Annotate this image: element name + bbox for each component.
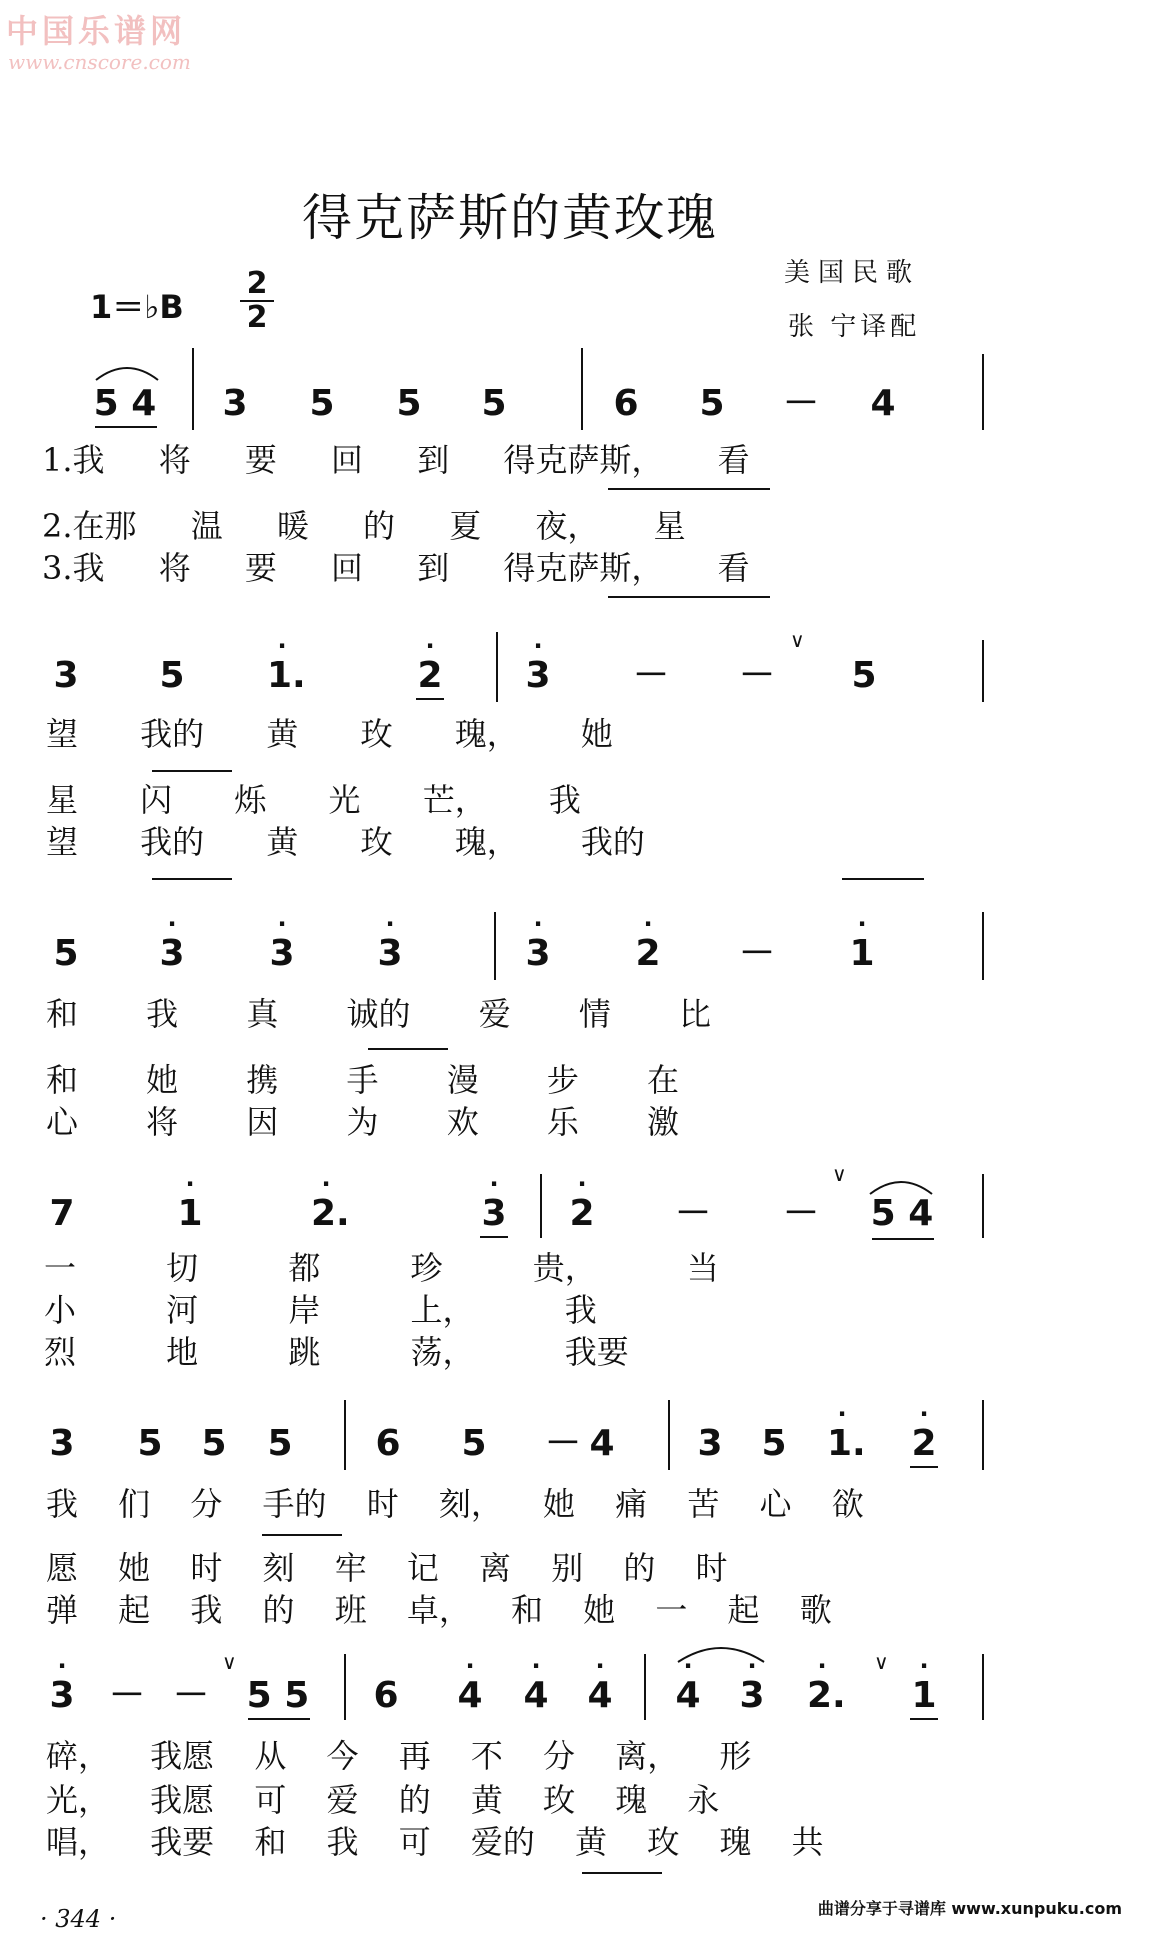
note-pair-5-5: 5 5 [246,1675,310,1716]
high-octave-dot: · [531,1652,541,1680]
slur-mark [92,360,162,382]
note: 3 [49,1423,75,1464]
note: · 3 [375,934,405,974]
breath-mark: ∨ [790,628,805,652]
high-octave-dot: · [425,632,435,660]
note: 6 [613,383,639,424]
high-octave-dot: · [277,910,287,938]
key-signature: 1＝♭B [90,288,184,326]
breath-mark: ∨ [874,1650,889,1674]
note: · 1 [175,1194,205,1234]
note: 5 [137,1423,163,1464]
dash: － [633,655,670,696]
note: 5 [201,1423,227,1464]
barline [668,1400,670,1470]
note: 5 [159,655,185,696]
lyric-verse-2: 和 她 携 手 漫 步 在 [46,1061,680,1099]
note: · 4 [585,1676,615,1716]
note: · 3 [267,934,297,974]
note: · 2 [909,1424,939,1464]
note: 3 [697,1423,723,1464]
high-octave-dot: · [57,1652,67,1680]
note: · 2 [415,656,445,696]
note: 7 [49,1193,75,1234]
note: 5 [851,655,877,696]
high-octave-dot: · [465,1652,475,1680]
high-octave-dot: · [577,1170,587,1198]
lyric-verse-3: 唱， 我要 和 我 可 爱的 黄 玫 瑰 共 [46,1823,824,1861]
barline [982,912,984,980]
note-pickup-5-4: 5 4 [870,1193,934,1234]
breath-mark: ∨ [832,1162,847,1186]
barline [192,348,194,430]
note-pickup-5-4: 5 4 [93,383,157,424]
note: 5 [309,383,335,424]
high-octave-dot: · [595,1652,605,1680]
note: · 3 [523,934,553,974]
lyric-verse-2: 2.在那 温 暖 的 夏 夜， 星 [42,507,686,545]
dash: － [783,1193,820,1234]
barline [982,1174,984,1238]
note: 6 [373,1675,399,1716]
barline [344,1400,346,1470]
note: 5 [699,383,725,424]
lyric-verse-1: 望 我的 黄 玫 瑰， 她 [46,715,613,753]
note: 4 [870,383,896,424]
dash: － [173,1675,210,1716]
barline [644,1654,646,1720]
lyric-underline [152,878,232,880]
high-octave-dot: · [817,1652,827,1680]
note: · 2. [311,1170,350,1234]
high-octave-dot: · [185,1170,195,1198]
beam-underline [95,426,157,428]
dash: － [675,1193,712,1234]
high-octave-dot: · [277,632,287,660]
note: · 3 [157,934,187,974]
lyric-underline [152,770,232,772]
note: · 4 [673,1676,703,1716]
note: 6 [375,1423,401,1464]
note: 4 [589,1423,615,1464]
lyric-underline [368,1048,448,1050]
lyric-verse-2: 愿 她 时 刻 牢 记 离 别 的 时 [46,1549,728,1587]
lyric-verse-1: 1.我 将 要 回 到 得克萨斯， 看 [42,441,750,479]
note: · 3 [479,1194,509,1234]
barline [540,1174,542,1238]
high-octave-dot: · [919,1400,929,1428]
note: 5 [761,1423,787,1464]
song-title: 得克萨斯的黄玫瑰 [302,189,718,247]
time-signature [240,268,274,334]
note: · 1 [909,1676,939,1716]
lyric-underline [262,1534,342,1536]
watermark-site-name: 中国乐谱网 [6,12,187,50]
beam-underline [910,1718,938,1720]
lyric-verse-3: 心 将 因 为 欢 乐 激 [46,1103,680,1141]
lyric-verse-1: 和 我 真 诚的 爱 情 比 [46,995,712,1033]
beam-underline [910,1466,938,1468]
note: · 4 [455,1676,485,1716]
breath-mark: ∨ [222,1650,237,1674]
watermark-site-url: www.cnscore.com [8,50,191,74]
note: · 4 [521,1676,551,1716]
page-number: · 344 · [40,1905,117,1933]
high-octave-dot: · [489,1170,499,1198]
note: 3 [53,655,79,696]
high-octave-dot: · [837,1400,847,1428]
lyric-verse-3: 3.我 将 要 回 到 得克萨斯， 看 [42,549,750,587]
note: · 3 [737,1676,767,1716]
barline [982,1400,984,1470]
note: 5 [396,383,422,424]
lyric-verse-2: 小 河 岸 上， 我 [44,1291,597,1329]
high-octave-dot: · [747,1652,757,1680]
source-credit: 曲谱分享于寻谱库 www.xunpuku.com [817,1899,1122,1918]
lyric-underline [608,488,770,490]
high-octave-dot: · [683,1652,693,1680]
barline [581,348,583,430]
note: · 2. [807,1652,846,1716]
dash: － [109,1675,146,1716]
note: · 3 [47,1676,77,1716]
barline [982,1654,984,1720]
lyric-verse-1: 碎， 我愿 从 今 再 不 分 离， 形 [46,1737,752,1775]
note: · 1 [847,934,877,974]
note: · 1. [827,1400,866,1464]
high-octave-dot: · [857,910,867,938]
beam-underline [480,1236,508,1238]
high-octave-dot: · [533,632,543,660]
high-octave-dot: · [321,1170,331,1198]
time-signature-bottom: 2 [240,300,274,334]
translator-credit: 张 宁译配 [788,312,921,342]
note: · 3 [523,656,553,696]
time-signature-top: 2 [246,266,268,301]
lyric-underline [608,596,770,598]
high-octave-dot: · [167,910,177,938]
note: · 1. [267,632,306,696]
lyric-verse-3: 望 我的 黄 玫 瑰， 我的 [46,823,645,861]
note: 3 [222,383,248,424]
barline [344,1654,346,1720]
beam-underline [248,1718,310,1720]
beam-underline [416,698,444,700]
note: · 2 [567,1194,597,1234]
barline [982,354,984,430]
note: 5 [481,383,507,424]
beam-underline [872,1238,934,1240]
note: 5 [267,1423,293,1464]
lyric-verse-1: 我 们 分 手的 时 刻， 她 痛 苦 心 欲 [46,1485,864,1523]
note: 5 [53,933,79,974]
high-octave-dot: · [533,910,543,938]
lyric-verse-2: 光， 我愿 可 爱 的 黄 玫 瑰 永 [46,1781,720,1819]
barline [982,640,984,702]
lyric-verse-3: 弹 起 我 的 班 卓， 和 她 一 起 歌 [46,1591,832,1629]
lyric-verse-1: 一 切 都 珍 贵， 当 [44,1249,719,1287]
dash: － [545,1423,582,1464]
lyric-underline [842,878,924,880]
lyric-verse-3: 烈 地 跳 荡， 我要 [44,1333,629,1371]
high-octave-dot: · [919,1652,929,1680]
lyric-underline [582,1872,662,1874]
song-origin: 美国民歌 [784,258,921,288]
barline [496,632,498,702]
high-octave-dot: · [643,910,653,938]
dash: － [739,655,776,696]
dash: － [783,383,820,424]
lyric-verse-2: 星 闪 烁 光 芒， 我 [46,781,581,819]
high-octave-dot: · [385,910,395,938]
barline [494,912,496,980]
note: · 2 [633,934,663,974]
dash: － [739,933,776,974]
note: 5 [461,1423,487,1464]
